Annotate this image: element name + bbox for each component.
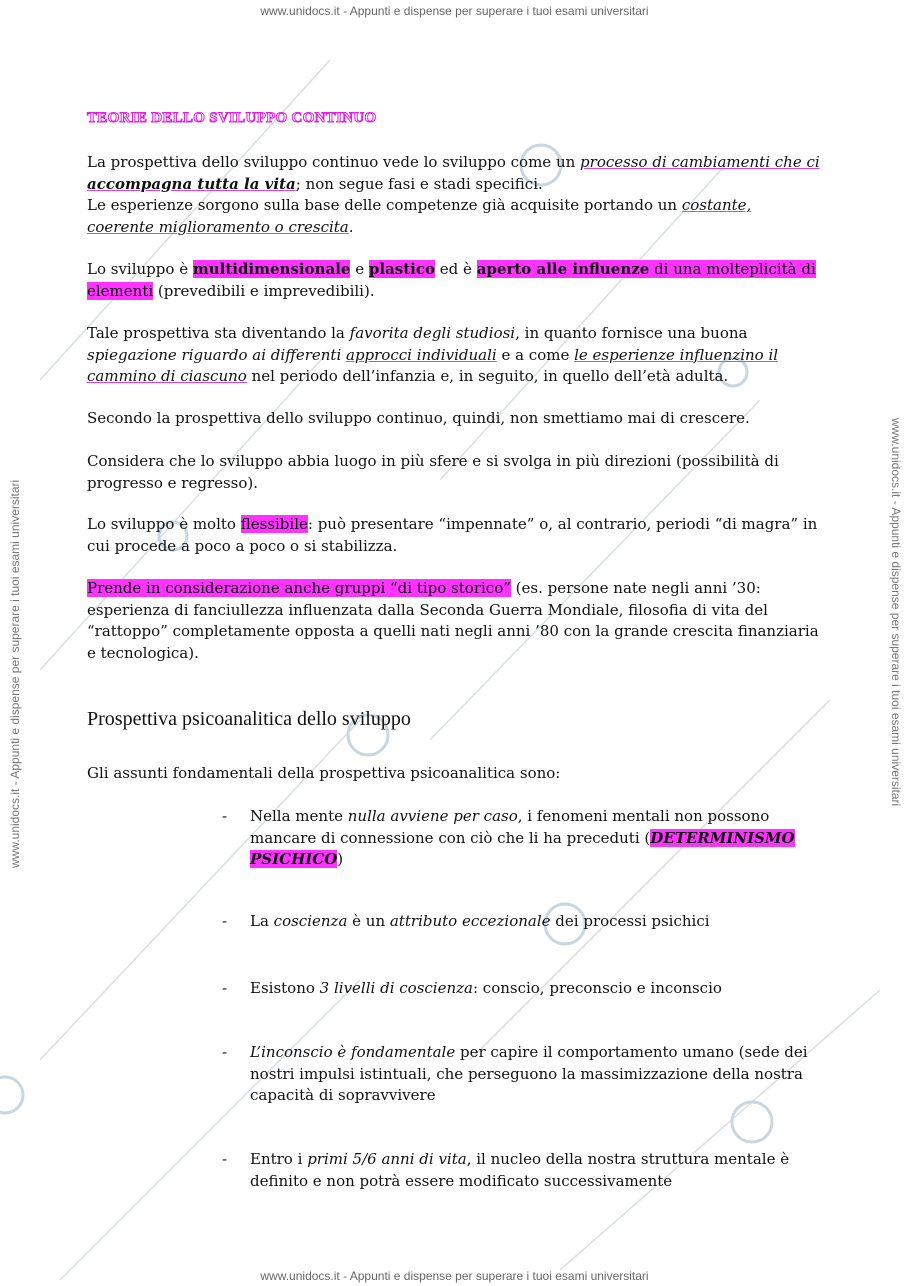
list-intro xyxy=(87,763,822,785)
text: dei processi psichici xyxy=(550,912,710,930)
watermark-top: www.unidocs.it - Appunti e dispense per superare i tuoi esami universitari xyxy=(260,4,649,18)
section-heading: Prospettiva psicoanalitica dello sviluppo xyxy=(87,708,411,730)
text: (es. persone nate negli anni ’30: esperienza di fanciullezza influenzata dalla Seconda Guerra Mondiale, filosofia di vita del “rattoppo” completamente opposta a quelli nati negli anni ’80 con la grande crescita finanziaria e tecnologica). xyxy=(87,579,819,662)
text: Nella mente xyxy=(250,807,348,825)
emphasis: nulla avviene per caso xyxy=(347,807,518,825)
paragraph-5 xyxy=(87,451,822,494)
watermark-left: www.unidocs.it - Appunti e dispense per superare i tuoi esami universitari xyxy=(8,479,22,868)
emphasis: approcci individuali xyxy=(346,345,497,364)
emphasis: L’inconscio è fondamentale xyxy=(250,1043,456,1061)
text: nel periodo dell’infanzia e, in seguito, in quello dell’età adulta. xyxy=(246,367,729,385)
watermark-bottom: www.unidocs.it - Appunti e dispense per superare i tuoi esami universitari xyxy=(260,1269,649,1283)
highlight: DETERMINISMO PSICHICO xyxy=(250,828,795,868)
emphasis: coscienza xyxy=(273,912,348,930)
text: : può presentare “impennate” o, al contrario, periodi “di magra” in cui procede a poco a poco o si stabilizza. xyxy=(87,515,818,555)
text: Secondo la prospettiva dello sviluppo continuo, quindi, non smettiamo mai di crescere. xyxy=(87,409,750,427)
text: Le esperienze sorgono sulla base delle competenze già acquisite portando un xyxy=(87,196,682,214)
text: e a come xyxy=(496,345,575,364)
list-dash: - xyxy=(222,807,228,825)
text: La xyxy=(250,912,274,930)
paragraph-6 xyxy=(87,514,822,557)
text: per capire il comportamento umano (sede dei nostri impulsi istintuali, che perseguono la massimizzazione della nostra capacità di sopravvivere xyxy=(250,1043,808,1104)
emphasis: spiegazione riguardo ai differenti xyxy=(87,345,347,364)
highlight: multidimensionale xyxy=(192,260,351,278)
text: , i fenomeni mentali non possono mancare di connessione con ciò che li ha preceduti ( xyxy=(250,807,770,847)
text: Lo sviluppo è molto xyxy=(87,515,241,533)
section-title: TEORIE DELLO SVILUPPO CONTINUO xyxy=(87,110,377,126)
watermark-right: www.unidocs.it - Appunti e dispense per superare i tuoi esami universitari xyxy=(889,418,903,807)
list-dash: - xyxy=(222,1043,228,1061)
text: Tale prospettiva sta diventando la xyxy=(87,324,350,342)
emphasis: processo di cambiamenti che ci xyxy=(580,153,820,171)
text: Esistono xyxy=(250,979,320,997)
list-dash: - xyxy=(222,1150,228,1168)
emphasis: primi 5/6 anni di vita xyxy=(307,1150,467,1168)
highlight: flessibile xyxy=(240,515,308,533)
text: , in quanto fornisce una buona xyxy=(515,324,748,342)
paragraph-1 xyxy=(87,152,822,238)
text: . xyxy=(348,217,354,236)
paragraph-7 xyxy=(87,578,822,664)
list-dash: - xyxy=(222,912,228,930)
text: ; non segue fasi e stadi specifici. xyxy=(295,174,543,193)
text: Considera che lo sviluppo abbia luogo in più sfere e si svolga in più direzioni (possibilità di progresso e regresso). xyxy=(87,452,779,492)
highlight: plastico xyxy=(368,260,436,278)
emphasis: le esperienze influenzino il cammino di ciascuno xyxy=(87,345,779,385)
highlight: Prende in considerazione anche gruppi “di tipo storico” xyxy=(87,579,511,597)
text: , il nucleo della nostra struttura mentale è definito e non potrà essere modificato successivamente xyxy=(250,1150,790,1190)
emphasis: costante, coerente miglioramento o crescita xyxy=(87,196,752,236)
emphasis-bold: accompagna tutta la vita xyxy=(87,174,296,193)
text: è un xyxy=(347,912,390,930)
text: ) xyxy=(337,850,344,868)
paragraph-3 xyxy=(87,323,822,388)
emphasis: attributo eccezionale xyxy=(389,912,551,930)
text: Entro i xyxy=(250,1150,308,1168)
text: (prevedibili e imprevedibili). xyxy=(153,281,375,300)
emphasis: 3 livelli di coscienza xyxy=(319,979,473,997)
text: La prospettiva dello sviluppo continuo vede lo sviluppo come un xyxy=(87,153,581,171)
paragraph-2 xyxy=(87,259,822,302)
text: e xyxy=(350,260,369,278)
highlight: aperto alle influenze xyxy=(476,260,650,278)
text: Lo sviluppo è xyxy=(87,260,193,278)
paragraph-4 xyxy=(87,408,822,430)
highlight: di una molteplicità di elementi xyxy=(87,260,816,300)
text: ed è xyxy=(435,260,477,278)
emphasis: favorita degli studiosi xyxy=(349,324,516,342)
text: : conscio, preconscio e inconscio xyxy=(472,979,722,997)
list-dash: - xyxy=(222,979,228,997)
text: Gli assunti fondamentali della prospettiva psicoanalitica sono: xyxy=(87,764,561,782)
